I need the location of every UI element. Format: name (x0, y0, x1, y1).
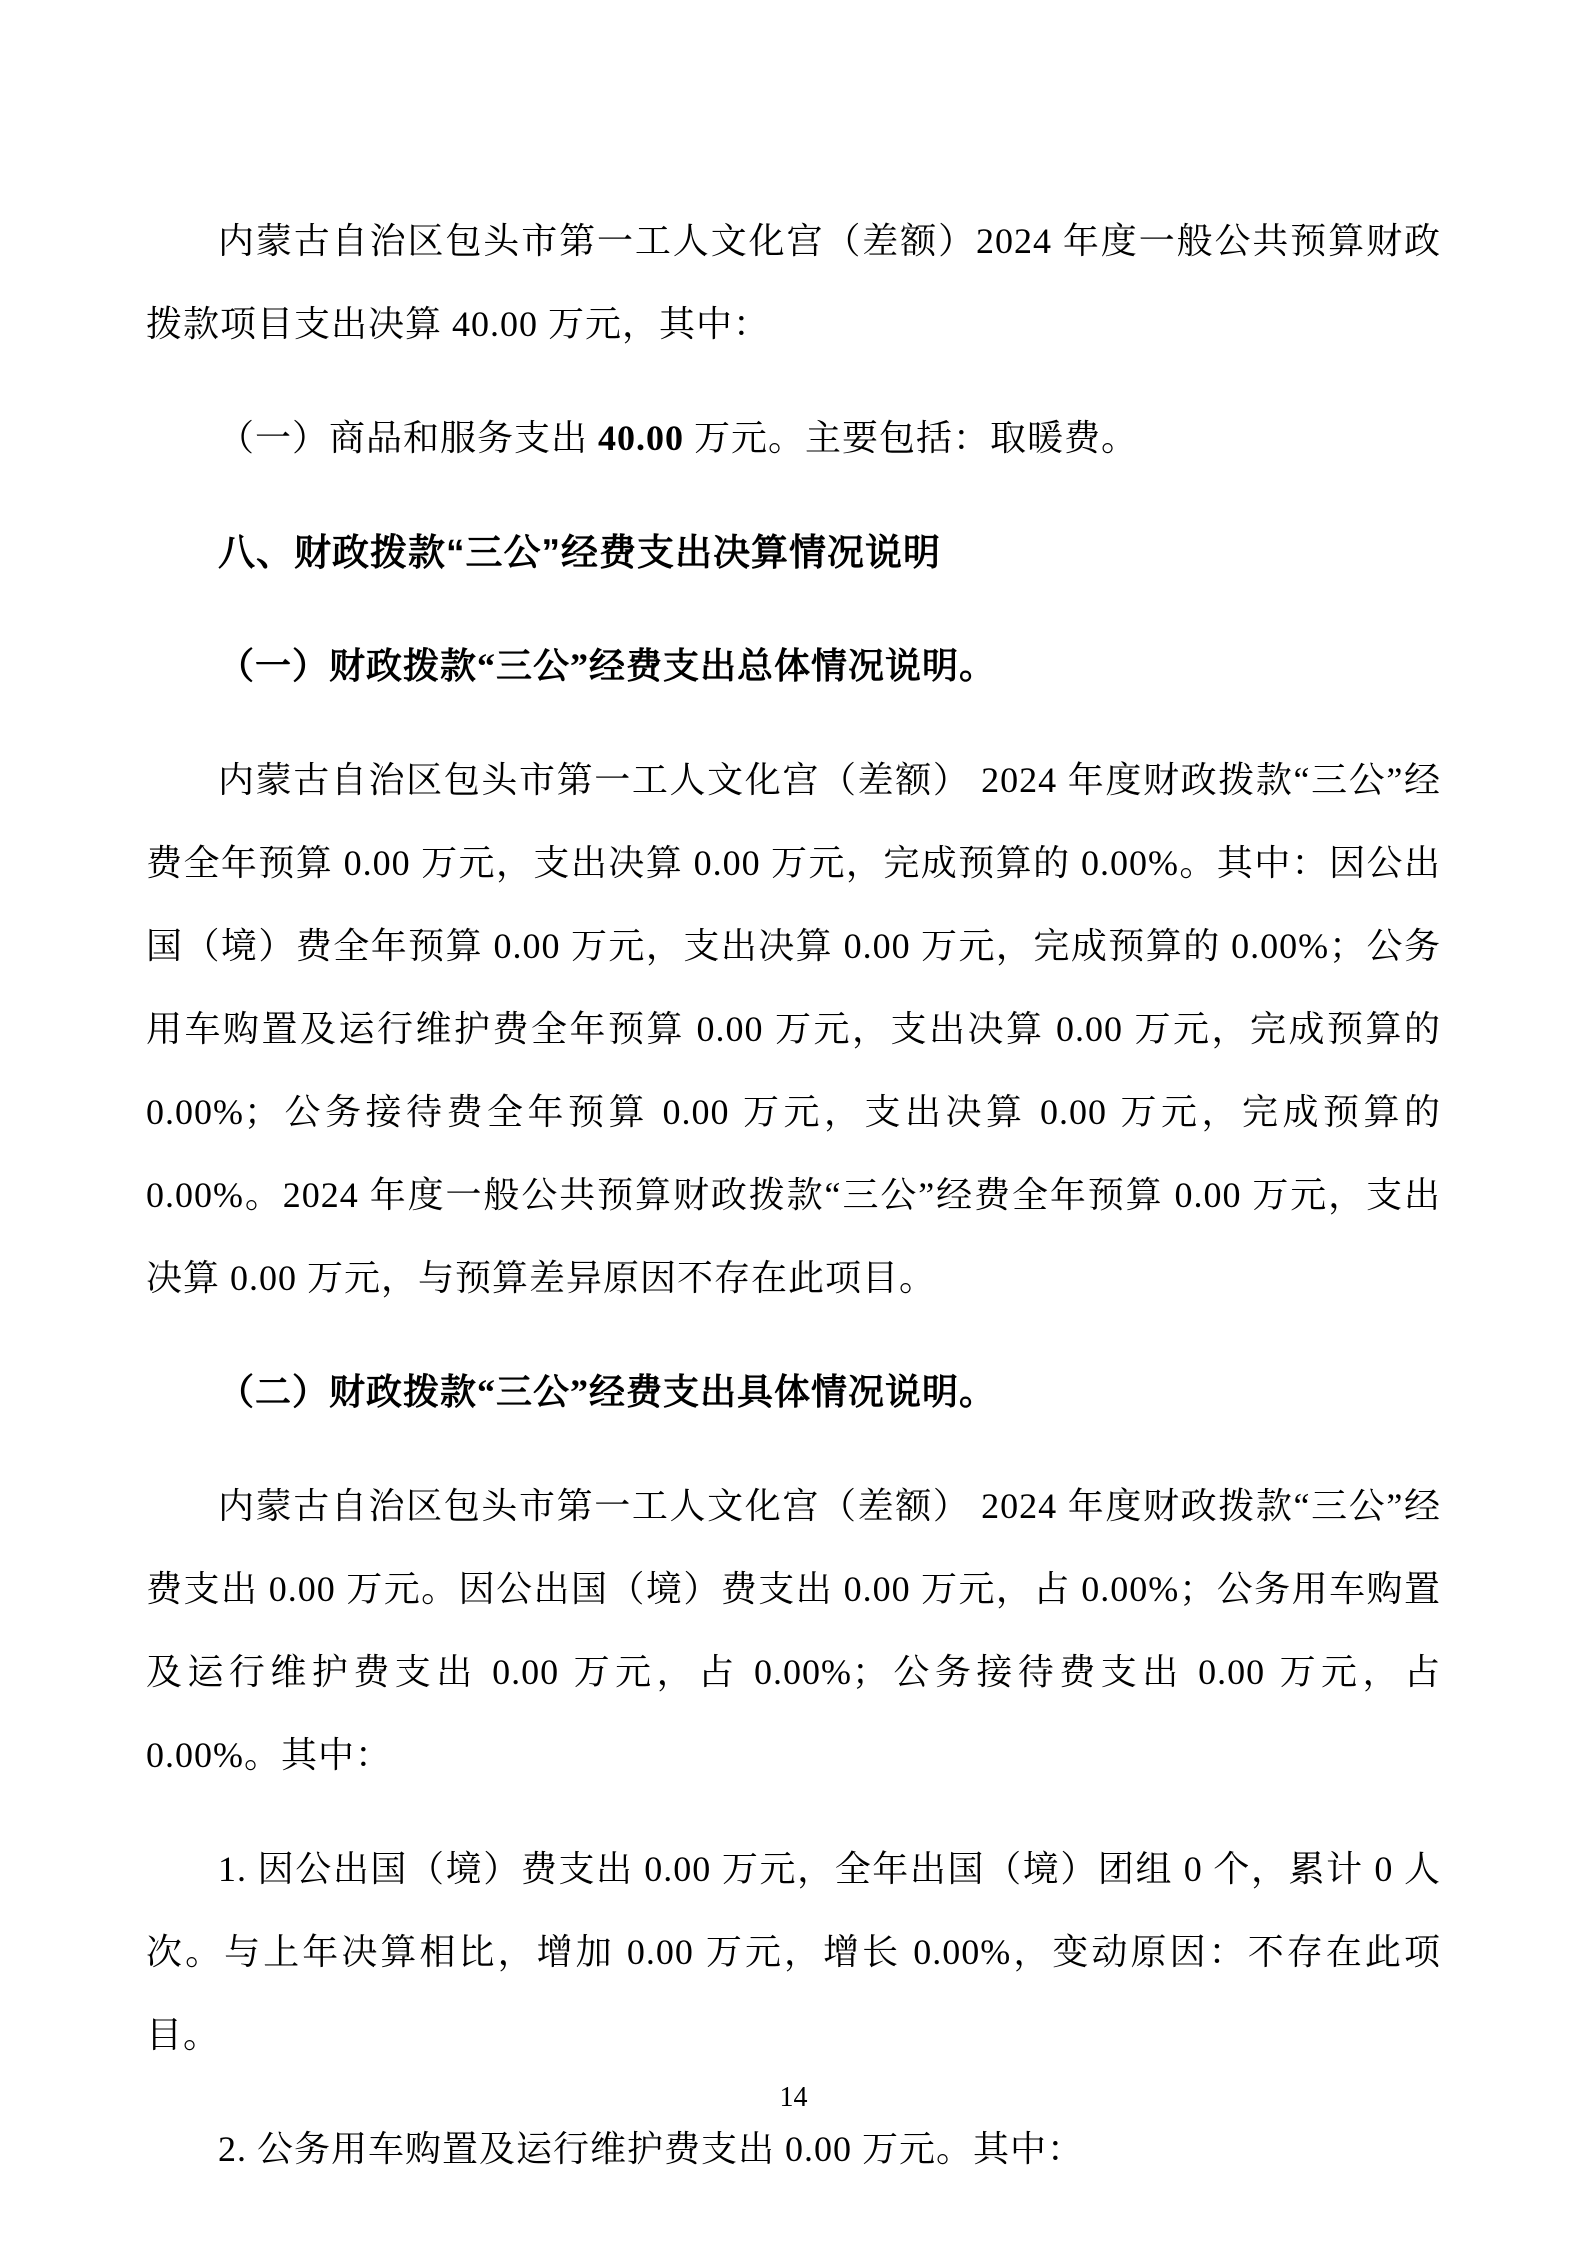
paragraph-specific-situation-details: 内蒙古自治区包头市第一工人文化宫（差额） 2024 年度财政拨款“三公”经费支出 0.00 万元。因公出国（境）费支出 0.00 万元，占 0.00%；公务用车购置及运行维护费支出 0.00 万元，占 0.00%；公务接待费支出 0.00 万元，占 0.00%。其中： (146, 1486, 1441, 1775)
goods-services-amount: 40.00 (598, 418, 685, 458)
paragraph-item2-official-vehicles: 2. 公务用车购置及运行维护费支出 0.00 万元。其中： (218, 2129, 1085, 2169)
goods-services-text-prefix: （一）商品和服务支出 (218, 418, 599, 458)
paragraph-goods-and-services (146, 397, 1441, 480)
subheading-overall-situation: （一）财政拨款“三公”经费支出总体情况说明。 (218, 646, 997, 686)
page-number: 14 (779, 2082, 808, 2113)
paragraph-item1-overseas-trips: 1. 因公出国（境）费支出 0.00 万元，全年出国（境）团组 0 个，累计 0 人次。与上年决算相比，增加 0.00 万元，增长 0.00%，变动原因：不存在此项目。 (146, 1849, 1441, 2055)
subheading-specific-situation: （二）财政拨款“三公”经费支出具体情况说明。 (218, 1372, 997, 1412)
paragraph-project-expenditure-total: 内蒙古自治区包头市第一工人文化宫（差额）2024 年度一般公共预算财政拨款项目支出决算 40.00 万元，其中： (146, 221, 1441, 344)
paragraph-overall-situation-details: 内蒙古自治区包头市第一工人文化宫（差额） 2024 年度财政拨款“三公”经费全年预算 0.00 万元，支出决算 0.00 万元，完成预算的 0.00%。其中：因公出国（境）费全年预算 0.00 万元，支出决算 0.00 万元，完成预算的 0.00%；公务用车购置及运行维护费全年预算 0.00 万元，支出决算 0.00 万元，完成预算的 0.00%；公务接待费全年预算 0.00 万元，支出决算 0.00 万元，完成预算的 0.00%。2024 年度一般公共预算财政拨款“三公”经费全年预算 0.00 万元，支出决算 0.00 万元，与预算差异原因不存在此项目。 (146, 760, 1441, 1298)
goods-services-text-suffix: 万元。主要包括：取暖费。 (684, 418, 1139, 458)
heading-section8-three-public-funds: 八、财政拨款“三公”经费支出决算情况说明 (218, 532, 941, 573)
